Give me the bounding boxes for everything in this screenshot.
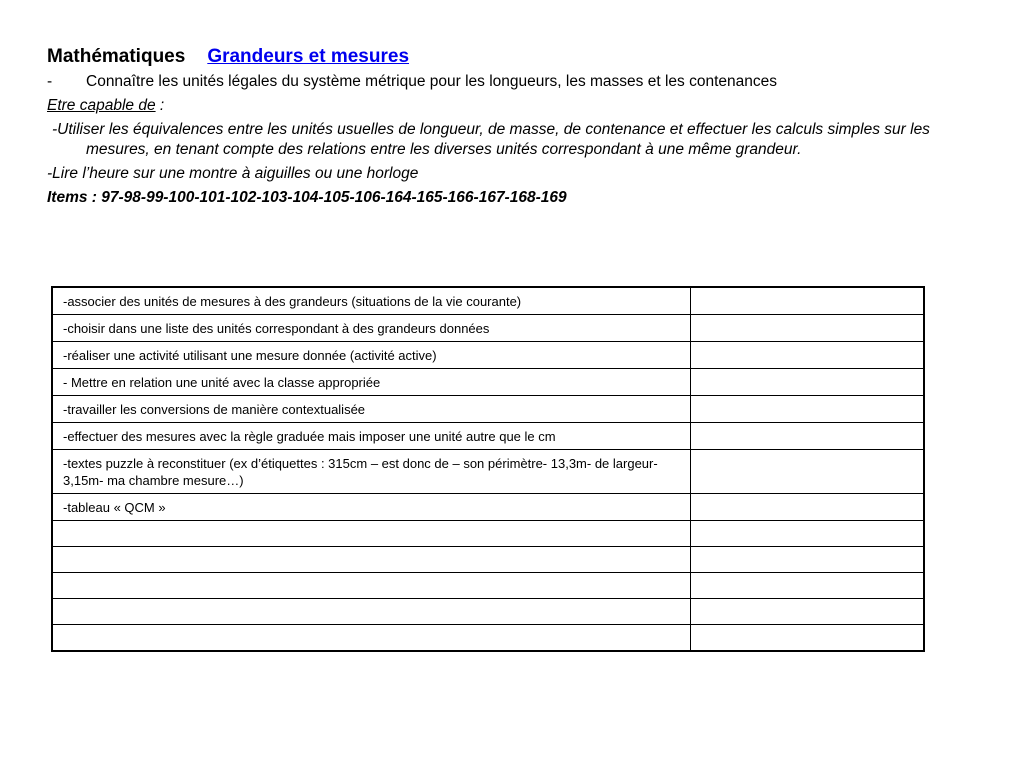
evaluation-cell [691,521,925,547]
items-list: Items : 97-98-99-100-101-102-103-104-105-106-164-165-166-167-168-169 [47,189,567,206]
evaluation-cell [691,450,925,494]
title-line [47,46,987,68]
skill-read-time: -Lire l’heure sur une montre à aiguilles ou une horloge [47,165,419,182]
table-row [52,625,924,652]
evaluation-cell [691,315,925,342]
activity-cell: -réaliser une activité utilisant une mesure donnée (activité active) [52,342,691,369]
evaluation-cell [691,573,925,599]
evaluation-cell [691,547,925,573]
objective-line [47,72,987,92]
table-row [52,547,924,573]
evaluation-cell [691,369,925,396]
capable-label: Etre capable de [47,97,156,114]
activity-cell: -tableau « QCM » [52,494,691,521]
table-row [52,287,924,315]
evaluation-cell [691,396,925,423]
table-row [52,573,924,599]
activity-cell [52,625,691,652]
activity-cell: -travailler les conversions de manière contextualisée [52,396,691,423]
activity-cell: -choisir dans une liste des unités correspondant à des grandeurs données [52,315,691,342]
evaluation-cell [691,287,925,315]
table-row [52,599,924,625]
document-header [47,46,987,208]
activity-cell [52,521,691,547]
evaluation-cell [691,494,925,521]
topic-link[interactable]: Grandeurs et mesures [207,46,410,67]
evaluation-cell [691,423,925,450]
activity-cell [52,573,691,599]
table-row [52,396,924,423]
table-row [52,423,924,450]
table-row [52,450,924,494]
objective-dash: - [47,73,53,90]
table-row [52,369,924,396]
objective-text: Connaître les unités légales du système métrique pour les longueurs, les masses et les contenances [86,73,777,90]
evaluation-cell [691,342,925,369]
activity-cell: -effectuer des mesures avec la règle graduée mais imposer une unité autre que le cm [52,423,691,450]
subject-title: Mathématiques [47,46,186,67]
skill-equivalences: -Utiliser les équivalences entre les unités usuelles de longueur, de masse, de contenance et effectuer les calculs simples sur les mesures, en tenant compte des relations entre les diverses unités correspondant à une même grandeur. [52,121,930,158]
activity-cell [52,547,691,573]
activity-cell [52,599,691,625]
activity-cell: - Mettre en relation une unité avec la classe appropriée [52,369,691,396]
activities-table-body [52,287,924,651]
activity-cell: -associer des unités de mesures à des grandeurs (situations de la vie courante) [52,287,691,315]
evaluation-cell [691,599,925,625]
table-row [52,521,924,547]
table-row [52,342,924,369]
table-row [52,494,924,521]
evaluation-cell [691,625,925,652]
table-row [52,315,924,342]
activity-cell: -textes puzzle à reconstituer (ex d’étiquettes : 315cm – est donc de – son périmètre- 13,3m- de largeur- 3,15m- ma chambre mesure…) [52,450,691,494]
capable-suffix: : [155,97,165,114]
capable-heading [47,96,987,116]
activities-table [51,286,925,652]
